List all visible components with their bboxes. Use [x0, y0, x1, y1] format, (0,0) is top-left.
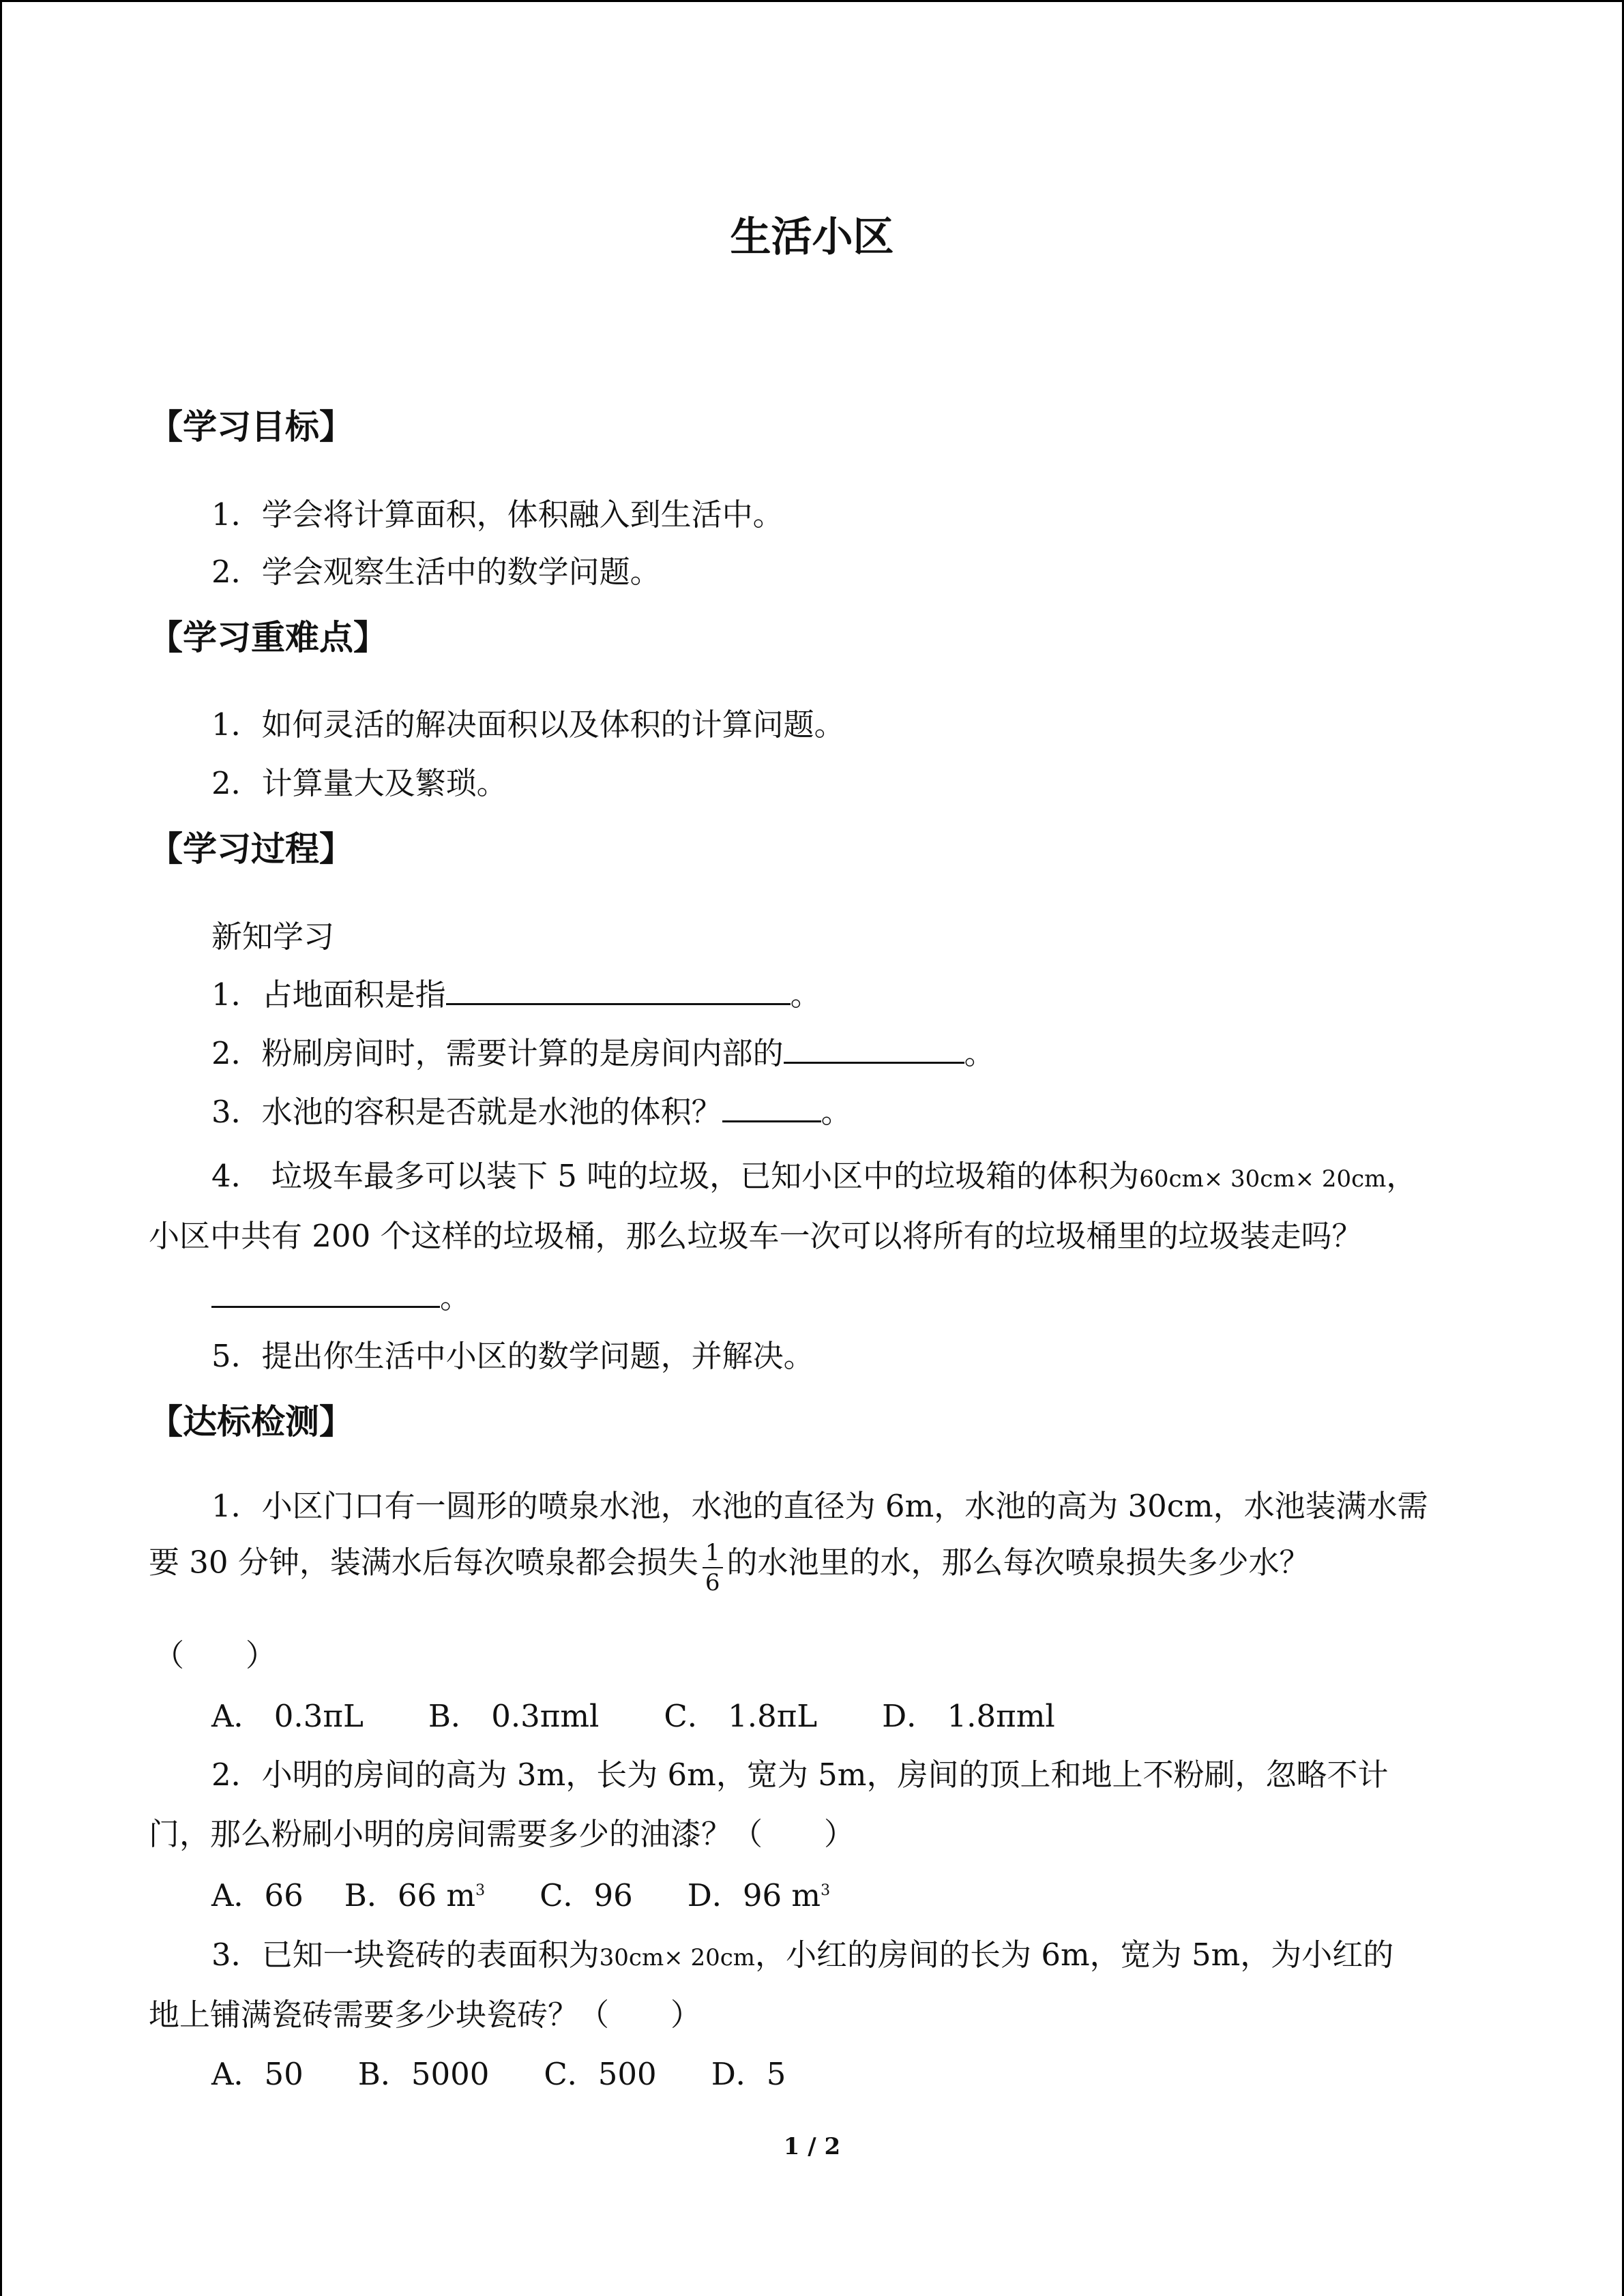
fraction-denominator: 6 — [705, 1569, 720, 1596]
answer-blank-2[interactable] — [784, 1029, 964, 1064]
option-c[interactable]: C． 1.8πL — [664, 1698, 818, 1734]
fraction-numerator: 1 — [703, 1538, 723, 1568]
process-question-4-line-1 — [211, 1151, 1417, 1195]
option-c[interactable]: C．96 — [540, 1877, 633, 1913]
option-c[interactable]: C．500 — [544, 2056, 657, 2092]
option-b[interactable]: B． 0.3πml — [428, 1698, 600, 1734]
process-question-4-text: 4． 垃圾车最多可以装下 5 吨的垃圾，已知小区中的垃圾箱的体积为 — [211, 1158, 1140, 1194]
assessment-question-2-options — [211, 1870, 830, 1915]
assessment-question-3-options — [211, 2049, 786, 2093]
answer-blank-3[interactable] — [722, 1088, 821, 1122]
process-question-4-line-2: 小区中共有 200 个这样的垃圾桶，那么垃圾车一次可以将所有的垃圾桶里的垃圾装走吗？ — [149, 1218, 1363, 1254]
cubic-superscript: 3 — [475, 1882, 486, 1899]
process-question-2-end: 。 — [964, 1035, 995, 1071]
tile-area-formula: 30cm× 20cm — [599, 1944, 756, 1971]
option-a[interactable]: A．66 — [211, 1877, 304, 1913]
option-d-text: D．96 m — [687, 1877, 821, 1913]
answer-blank-4[interactable] — [211, 1273, 440, 1308]
assessment-question-1-text-a: 要 30 分钟，装满水后每次喷泉都会损失 — [149, 1544, 698, 1581]
heading-assessment: 【达标检测】 — [149, 1401, 353, 1442]
heading-key-points: 【学习重难点】 — [149, 617, 387, 657]
top-border — [0, 0, 1624, 2]
page-number: 1 / 2 — [783, 2133, 841, 2160]
garbage-bin-volume-formula: 60cm× 30cm× 20cm — [1139, 1165, 1387, 1193]
heading-process: 【学习过程】 — [149, 829, 353, 869]
page-title: 生活小区 — [730, 213, 894, 261]
subheading-new-knowledge: 新知学习 — [211, 919, 335, 955]
process-question-4-answer — [211, 1272, 471, 1317]
process-question-2 — [211, 1028, 995, 1073]
process-question-1-text: 1．占地面积是指 — [211, 976, 446, 1013]
assessment-question-2-line-2: 门，那么粉刷小明的房间需要多少的油漆？（ ） — [149, 1816, 855, 1852]
assessment-question-3-line-2: 地上铺满瓷砖需要多少块瓷砖？（ ） — [149, 1997, 702, 2033]
process-question-4-comma: ， — [1386, 1158, 1417, 1194]
objective-item-2: 2．学会观察生活中的数学问题。 — [211, 554, 661, 590]
key-point-item-2: 2．计算量大及繁琐。 — [211, 765, 507, 801]
key-point-item-1: 1．如何灵活的解决面积以及体积的计算问题。 — [211, 706, 845, 743]
process-question-3 — [211, 1087, 852, 1131]
process-question-3-end: 。 — [821, 1094, 852, 1130]
option-b-text: B．66 m — [344, 1877, 476, 1913]
assessment-question-3-text-a: 3．已知一块瓷砖的表面积为 — [211, 1937, 600, 1973]
assessment-question-1-options — [211, 1691, 1055, 1735]
process-question-5: 5．提出你生活中小区的数学问题，并解决。 — [211, 1338, 814, 1374]
option-a[interactable]: A．50 — [211, 2056, 304, 2092]
option-d[interactable] — [688, 1870, 830, 1915]
option-b[interactable]: B．5000 — [357, 2056, 490, 2092]
option-b[interactable] — [344, 1870, 485, 1915]
process-question-3-text: 3．水池的容积是否就是水池的体积？ — [211, 1094, 722, 1130]
process-question-4-end: 。 — [440, 1279, 471, 1315]
assessment-question-3-line-1 — [211, 1930, 1393, 1974]
assessment-question-2-line-1: 2．小明的房间的高为 3m，长为 6m，宽为 5m，房间的顶上和地上不粉刷，忽略不计 — [211, 1757, 1389, 1793]
assessment-question-1-line-1: 1．小区门口有一圆形的喷泉水池，水池的直径为 6m，水池的高为 30cm，水池装满水需 — [211, 1488, 1428, 1524]
left-border — [0, 0, 2, 2296]
option-a[interactable]: A． 0.3πL — [211, 1698, 364, 1734]
assessment-question-1-text-b: 的水池里的水，那么每次喷泉损失多少水？ — [726, 1544, 1310, 1581]
option-d[interactable]: D． 1.8πml — [882, 1698, 1055, 1734]
assessment-question-3-text-b: ，小红的房间的长为 6m，宽为 5m，为小红的 — [755, 1937, 1394, 1973]
assessment-question-1-line-2 — [149, 1536, 1310, 1594]
process-question-1-end: 。 — [790, 976, 821, 1013]
cubic-superscript: 3 — [821, 1882, 831, 1899]
option-d[interactable]: D．5 — [711, 2056, 786, 2092]
fraction-one-sixth — [703, 1538, 723, 1597]
answer-blank-1[interactable] — [446, 970, 791, 1005]
heading-objectives: 【学习目标】 — [149, 406, 353, 447]
assessment-question-1-answer-paren[interactable]: （ ） — [153, 1637, 277, 1673]
process-question-1 — [211, 970, 821, 1014]
process-question-2-text: 2．粉刷房间时，需要计算的是房间内部的 — [211, 1035, 784, 1071]
objective-item-1: 1．学会将计算面积，体积融入到生活中。 — [211, 496, 784, 533]
